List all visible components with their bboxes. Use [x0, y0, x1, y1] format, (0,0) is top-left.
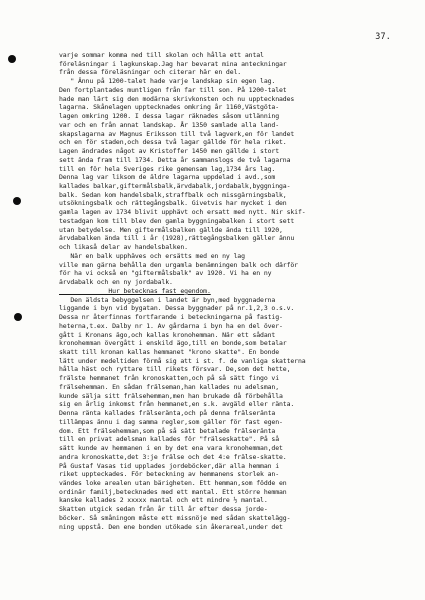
text-line: Dessa nr återfinnas fortfarande i beteckningarna på fastig- — [59, 313, 283, 322]
text-line: ning uppstå. Den ene bonden utökade sin åkerareal,under det — [59, 522, 283, 531]
text-line: till en för hela Sveriges rike gemensam lag,1734 års lag. — [59, 164, 276, 173]
text-line: hålla häst och ryttare till rikets försvar. De,som det hette, — [59, 365, 291, 374]
text-line: Skatten utgick sedan från år till år efter dessa jorde- — [59, 505, 268, 514]
text-line: sig en årlig inkomst från hemmanet,en s.k. avgäld eller ränta. — [59, 400, 295, 409]
text-line: till en privat adelsman kallades för "frälseskatte". På så — [59, 435, 280, 444]
text-line: från dessa föreläsningar och citerar här en del. — [59, 68, 242, 77]
text-line: gamla lagen av 1734 blivit upphävt och ersatt med nytt. Nir skif- — [59, 208, 306, 217]
binder-hole-bottom — [14, 313, 22, 321]
text-line: sett ända fram till 1734. Detta år sammanslogs de två lagarna — [59, 155, 291, 164]
text-line: och en för staden,och dessa två lagar gällde för hela riket. — [59, 138, 287, 147]
text-line: ordinär familj,betecknades med ett mantal. Ett större hemman — [59, 487, 287, 496]
text-line: liggande i byn vid bygatan. Dessa byggnader på nr.1,2,3 o.s.v. — [59, 304, 295, 313]
text-line: kunde sälja sitt frälsehemman,men han brukade då förbehålla — [59, 391, 283, 400]
text-line: var och en från annat landskap. År 1350 samlade alla land- — [59, 120, 280, 129]
text-line: heterna,t.ex. Dalby nr 1. Av gårdarna i byn ha en del över- — [59, 321, 283, 330]
text-line: sätt kunde av hemmanen i en by det ena vara kronohemman,det — [59, 444, 283, 453]
page-number: 37. — [375, 31, 391, 41]
text-line: När en balk upphäves och ersätts med en ny lag — [59, 251, 245, 260]
section-heading: Hur betecknas fast egendom. — [59, 286, 211, 295]
text-line: ärvdabalk och en ny jordabalk. — [59, 278, 173, 287]
text-line: utsökningsbalk och rättegångsbalk. Givetvis har mycket i den — [59, 199, 287, 208]
text-line: " Ännu på 1200-talet hade varje landskap sin egen lag. — [59, 77, 276, 86]
text-line: balk. Sedan kom handelsbalk,straffbalk och missgärningsbalk, — [59, 190, 287, 199]
text-line: lätt under medeltiden förmå sig att i st. f. de vanliga skatterna — [59, 356, 306, 365]
text-line: kanske kallades 2 xxxxx mantal och ett mindre ½ mantal. — [59, 496, 268, 505]
text-line: Den fortplantades muntligen från far till son. På 1200-talet — [59, 85, 287, 94]
text-line: varje sommar komma ned till skolan och hålla ett antal — [59, 51, 264, 59]
text-line: ärvdabalken ända till i år (1928),rättegångsbalken gäller ännu — [59, 234, 295, 243]
text-line: föreläsningar i lagkunskap.Jag har bevarat mina anteckningar — [59, 59, 287, 68]
text-line: gått i Kronans ägo,och kallas kronohemman. När ett sådant — [59, 330, 276, 339]
text-line: kronohemman övergått i enskild ägo,till en bonde,som betalar — [59, 339, 287, 348]
binder-hole-top — [8, 55, 16, 63]
text-line: böcker. Så småningom måste ett missnöje med sådan skattelägg- — [59, 513, 291, 522]
text-line: testadgan kom till blev den gamla byggningabalken i stort sett — [59, 216, 295, 225]
text-line: Denna lag var liksom de äldre lagarna uppdelad i avd.,som — [59, 173, 276, 182]
typewritten-text — [59, 51, 399, 531]
text-line: skatt till kronan kallas hemmanet "krono skatte". En bonde — [59, 347, 280, 356]
text-line: för ha vi också en "giftermålsbalk" av 1920. Vi ha en ny — [59, 269, 272, 278]
text-line: Den äldsta bebyggelsen i landet är byn,med byggnaderna — [59, 295, 276, 304]
text-line: På Gustaf Vasas tid upplades jordeböcker,där alla hemman i — [59, 461, 280, 470]
text-line: frälste hemmanet från kronoskatten,och på så sätt fingo vi — [59, 374, 280, 383]
text-line: lagarna. Skånelagen upptecknades omkring år 1160,Västgöta- — [59, 103, 280, 112]
text-line: kallades balkar,giftermålsbalk,ärvdabalk,jordabalk,byggninga- — [59, 182, 291, 191]
binder-hole-middle — [13, 197, 21, 205]
text-line: skapslagarna av Magnus Eriksson till två lagverk,en för landet — [59, 129, 295, 138]
text-line: lagen omkring 1200. I dessa lagar räknades såsom utlänning — [59, 112, 280, 121]
text-line: frälsehemman. En sådan frälseman,han kallades nu adelsman, — [59, 382, 280, 391]
text-line: Lagen ändrades något av Kristoffer 1450 men gällde i stort — [59, 147, 280, 156]
text-line: och likaså delar av handelsbalken. — [59, 243, 188, 252]
text-line: hade man lärt sig den modärna skrivkonsten och nu upptecknades — [59, 94, 295, 103]
text-line: ville man gärna behålla den urgamla benämningen balk och därför — [59, 260, 298, 269]
text-line: riket uppteckades. För beteckning av hemmanens storlek an- — [59, 470, 280, 479]
text-line: vändes loke arealen utan bärigheten. Ett hemman,som födde en — [59, 478, 287, 487]
text-line: tillämpas ännu i dag samma regler,som gäller för fast egen- — [59, 417, 283, 426]
text-line: dom. Ett frälsehemman,som på så sätt betalade frälseränta — [59, 426, 276, 435]
text-line: andra kronoskatte,det 3:je frälse och det 4:e frälse-skatte. — [59, 452, 287, 461]
text-line: utan betydelse. Men giftermålsbalken gällde ända till 1920, — [59, 225, 283, 234]
text-line: Denna ränta kallades frälseränta,och på denna frälseränta — [59, 409, 276, 418]
